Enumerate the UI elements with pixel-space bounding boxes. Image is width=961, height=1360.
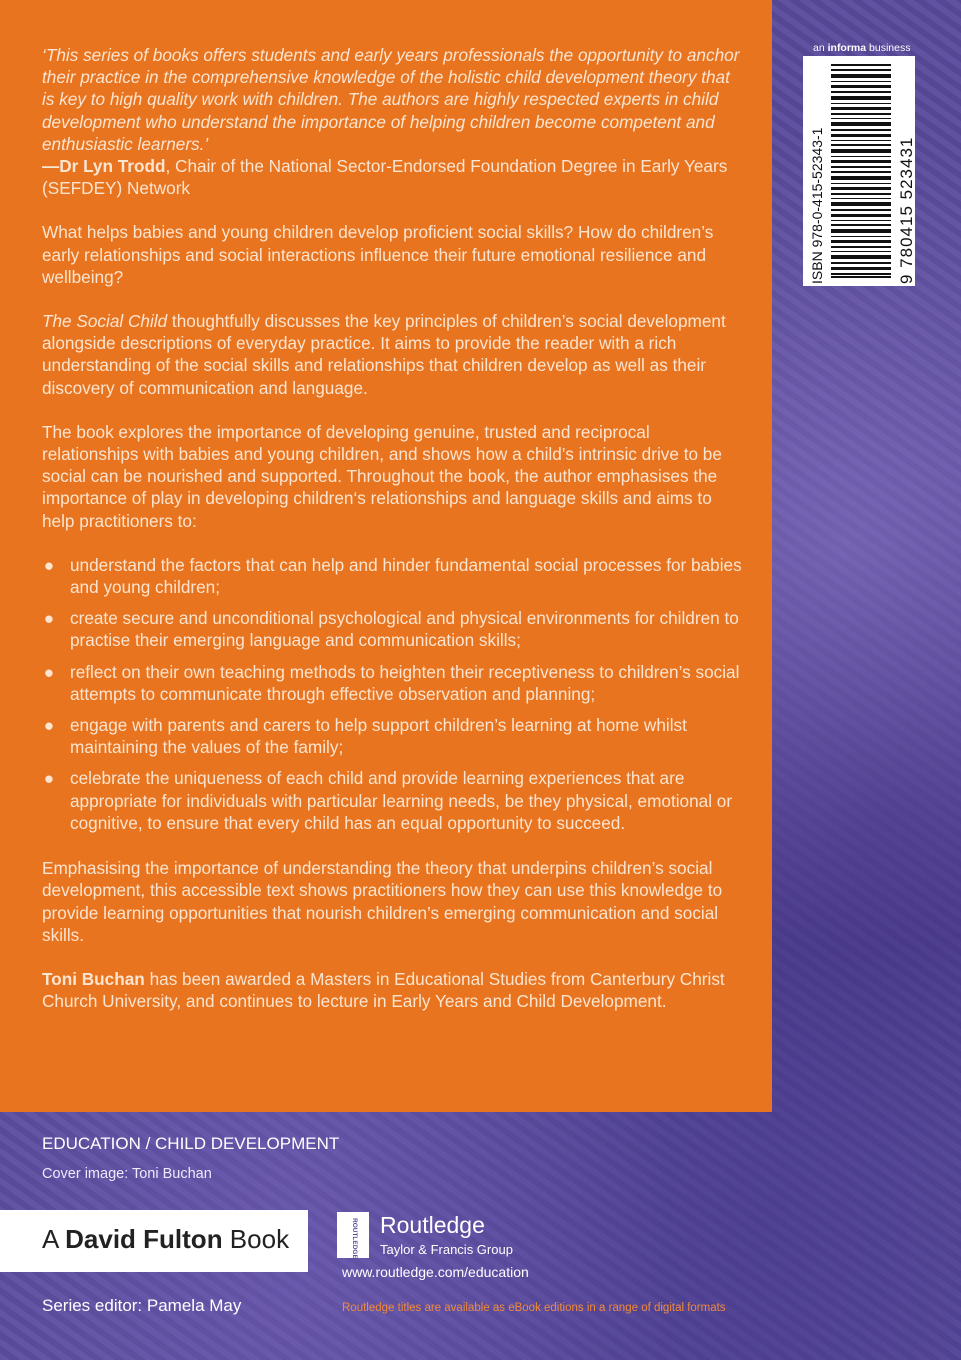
- aims-list: [42, 554, 742, 834]
- explores-paragraph: The book explores the importance of developing genuine, trusted and reciprocal relationships with babies and young children, and shows how a child’s intrinsic drive to be social can be nourished and supported. Throughout the book, the author emphasises the importance of play in developing children‘s relationships and language skills and aims to help practitioners to:: [42, 421, 722, 531]
- barcode: [803, 56, 915, 286]
- endorser-name: —Dr Lyn Trodd: [42, 156, 166, 177]
- list-item: ● celebrate the uniqueness of each child and provide learning experiences that are appropriate for individuals with particular learning needs, be they physical, emotional or cognitive, to ensure that every child has an equal opportunity to succeed.: [43, 768, 733, 833]
- bullet-icon: ●: [43, 554, 55, 575]
- series-editor: Series editor: Pamela May: [42, 1296, 242, 1315]
- intro-paragraph: What helps babies and young children develop proficient social skills? How do children’s early relationships and social interactions influence their future emotional resilience and wellbeing?: [42, 222, 714, 287]
- routledge-name: Routledge: [380, 1212, 485, 1238]
- category-label: EDUCATION / CHILD DEVELOPMENT: [42, 1134, 340, 1153]
- routledge-subtitle: Taylor & Francis Group: [380, 1242, 513, 1257]
- ebook-note: Routledge titles are available as eBook editions in a range of digital formats: [342, 1302, 726, 1314]
- routledge-logo-text: ROUTLEDGE: [351, 1218, 358, 1258]
- endorsement-attribution: [42, 155, 742, 199]
- author-name: Toni Buchan: [42, 968, 145, 989]
- isbn-label: ISBN 978-0-415-52343-1: [809, 127, 825, 284]
- cover-credit: Cover image: Toni Buchan: [42, 1166, 212, 1182]
- list-item: ● reflect on their own teaching methods to heighten their receptiveness to children’s social attempts to communicate through effective observation and planning;: [43, 661, 740, 704]
- routledge-url: www.routledge.com/education: [342, 1264, 529, 1280]
- bullet-icon: ●: [43, 661, 55, 682]
- isbn-digits: 9 780415 523431: [897, 136, 916, 284]
- barcode-bars-icon: [831, 64, 891, 278]
- summary-text: thoughtfully discusses the key principles of children’s social development alongside descriptions of everyday practice. It aims to provide the reader with a rich understanding of the social skills and relationships that children develop as well as their discovery of communication and language.: [42, 311, 726, 398]
- bullet-icon: ●: [43, 715, 55, 736]
- endorser-role: , Chair of the National Sector-Endorsed Foundation Degree in Early Years (SEFDEY) Network: [42, 156, 728, 199]
- list-item: ● engage with parents and carers to help support children’s learning at home whilst maintaining the values of the family;: [43, 715, 687, 758]
- author-bio: [42, 968, 742, 1012]
- endorsement-quote: ‘This series of books offers students and early years professionals the opportunity to anchor their practice in the comprehensive knowledge of the holistic child development theory that is key to high quality work with children. The authors are highly respected experts in child development who understand the importance of helping children become competent and enthusiastic learners.’: [42, 45, 740, 154]
- routledge-logo-icon: [337, 1212, 369, 1258]
- summary-paragraph: [42, 310, 742, 399]
- bullet-icon: ●: [43, 608, 55, 629]
- bullet-icon: ●: [43, 768, 55, 789]
- blurb-text: [42, 44, 742, 1012]
- closing-paragraph: Emphasising the importance of understanding the theory that underpins children’s social development, this accessible text shows practitioners how they can use this knowledge to provide learning opportunities that nourish children’s emerging communication and social skills.: [42, 858, 723, 945]
- author-bio-text: has been awarded a Masters in Educational Studies from Canterbury Christ Church University, and continues to lecture in Early Years and Child Development.: [42, 968, 725, 1012]
- david-fulton-logo: A David Fulton Book: [0, 1210, 308, 1272]
- list-item: ● create secure and unconditional psychological and physical environments for children to practise their emerging language and communication skills;: [43, 608, 739, 651]
- informa-business-tag: an informa business: [813, 42, 911, 54]
- list-item: ● understand the factors that can help and hinder fundamental social processes for babies and young children;: [43, 554, 742, 598]
- book-title: The Social Child: [42, 311, 168, 332]
